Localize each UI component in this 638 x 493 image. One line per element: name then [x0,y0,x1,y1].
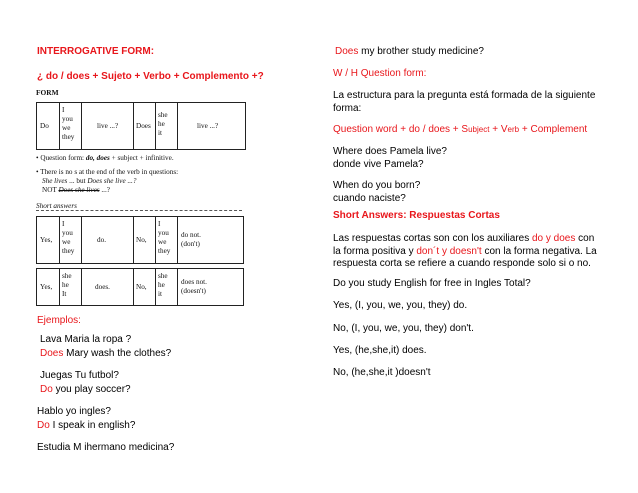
interrogative-heading: INTERROGATIVE FORM: [37,46,155,57]
sa-aux-neg: do not. [181,231,201,239]
sa-pronoun: you [158,229,169,237]
wh-example-en: When do you born? [333,180,421,191]
yes-label: Yes, [40,236,53,244]
form-does: Does [136,122,151,130]
wh-example-es: cuando naciste? [333,193,406,204]
sa-pronoun: she [158,272,168,280]
sa-pronoun: we [158,238,167,246]
bullet-example: She lives ... but Does she live ...? [42,177,137,185]
wh-example-es: donde vive Pamela? [333,159,424,170]
no-label: No, [136,283,147,291]
example-en: Do I speak in english? [37,420,136,431]
answer-yes-does: Yes, (he,she,it) does. [333,345,427,356]
answer-yes-do: Yes, (I, you, we, you, they) do. [333,300,468,311]
form-pronoun: I [62,106,65,114]
wh-text: La estructura para la pregunta está formada de la siguiente forma: [333,90,596,114]
form-pronoun: we [62,124,71,132]
answer-no-dont: No, (I, you, we, you, they) don't. [333,323,474,334]
sa-pronoun: she [62,272,72,280]
wh-title: W / H Question form: [333,68,427,79]
answer-no-doesnt: No, (he,she,it )doesn't [333,367,431,378]
short-answer-table-2 [36,268,244,306]
form-title: FORM [36,88,59,97]
grammar-figure [36,88,268,304]
example-es: Juegas Tu futbol? [40,370,119,381]
ejemplos-title: Ejemplos: [37,315,81,326]
example-es: Lava Maria la ropa ? [40,334,132,345]
sa-pronoun: we [62,238,71,246]
form-pronoun: he [158,120,165,128]
sa-aux-neg: (don't) [181,240,200,248]
question-brother: Does my brother study medicine? [335,46,484,57]
example-es: Hablo yo ingles? [37,406,111,417]
sa-pronoun: you [62,229,73,237]
sa-pronoun: he [62,281,69,289]
short-answers-heading: Short Answers: Respuestas Cortas [333,210,500,221]
short-answers-text: Las respuestas cortas son con los auxiliares do y does con la forma positiva y don´t y doesn't con la forma negativa. La respuesta corta se refiere a cuando responde solo si o no. [333,233,597,269]
bullet-not: NOT Does she lives ...? [42,186,110,194]
sa-pronoun: it [158,290,162,298]
form-do: Do [40,122,49,130]
sa-aux: do. [97,236,106,244]
yes-label: Yes, [40,283,53,291]
form-pronoun: you [62,115,73,123]
no-label: No, [136,236,147,244]
short-answers-title: Short answers [36,202,77,210]
bullet-question-form: • Question form: do, does + subject + infinitive. [36,154,174,162]
example-last: Estudia M ihermano medicina? [37,442,175,453]
question-ingles-total: Do you study English for free in Ingles Total? [333,278,531,289]
sa-pronoun: they [158,247,171,255]
sa-aux-neg: (doesn't) [181,287,206,295]
form-pronoun: she [158,111,168,119]
example-en: Do you play soccer? [40,384,131,395]
sa-aux: does. [95,283,110,291]
form-pronoun: they [62,133,75,141]
sa-pronoun: they [62,247,75,255]
sa-pronoun: I [62,220,65,228]
form-pronoun: it [158,129,162,137]
example-en: Does Mary wash the clothes? [40,348,172,359]
sa-pronoun: I [158,220,161,228]
form-verb: live ...? [197,122,219,130]
wh-example-en: Where does Pamela live? [333,146,447,157]
sa-aux-neg: does not. [181,278,207,286]
sa-pronoun: he [158,281,165,289]
interrogative-formula: ¿ do / does + Sujeto + Verbo + Complemento +? [37,71,264,82]
form-verb: live ...? [97,122,119,130]
sa-pronoun: It [62,290,67,298]
short-answer-table-1 [36,216,244,264]
form-table [36,102,246,150]
bullet-no-s: • There is no s at the end of the verb in questions: [36,168,179,176]
wh-formula: Question word + do / does + Subject + Verb + Complement [333,124,588,135]
